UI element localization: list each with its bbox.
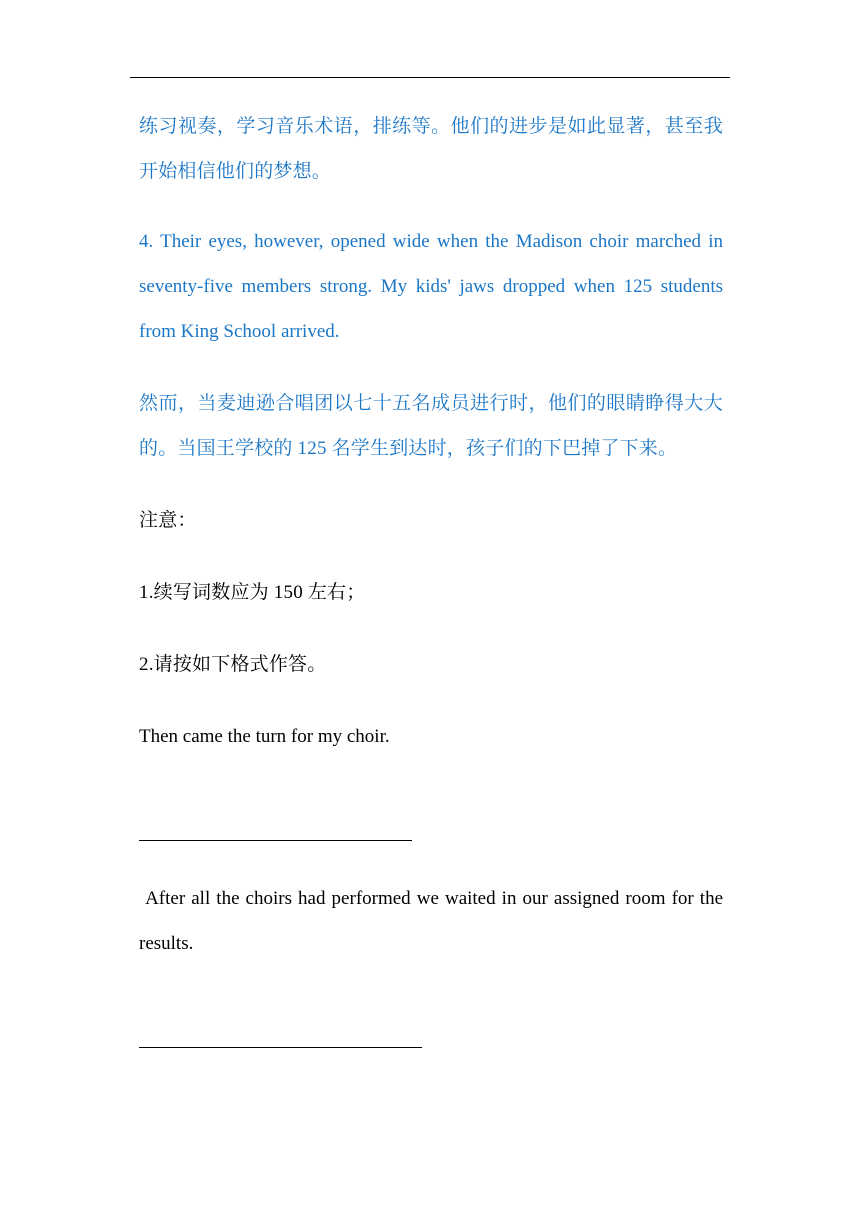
translation-paragraph-4: 然而，当麦迪逊合唱团以七十五名成员进行时，他们的眼睛睁得大大的。当国王学校的 125 名学生到达时，孩子们的下巴掉了下来。 — [139, 393, 723, 459]
paragraph-prompt-2: After all the choirs had performed we waited in our assigned room for the results. — [139, 888, 728, 954]
notes-heading: 注意： — [139, 510, 197, 531]
note-item-2: 2.请按如下格式作答。 — [139, 654, 327, 675]
document-body — [139, 104, 728, 1048]
answer-blank-1[interactable] — [139, 840, 412, 841]
translation-paragraph-1: 练习视奏，学习音乐术语，排练等。他们的进步是如此显著，甚至我开始相信他们的梦想。 — [139, 116, 723, 182]
story-paragraph-4: 4. Their eyes, however, opened wide when the Madison choir marched in seventy-five members strong. My kids' jaws dropped when 125 students from King School arrived. — [139, 231, 723, 342]
header-rule — [130, 77, 730, 78]
note-item-1: 1.续写词数应为 150 左右； — [139, 582, 366, 603]
answer-blank-2[interactable] — [139, 1047, 422, 1048]
paragraph-prompt-1: Then came the turn for my choir. — [139, 726, 390, 747]
